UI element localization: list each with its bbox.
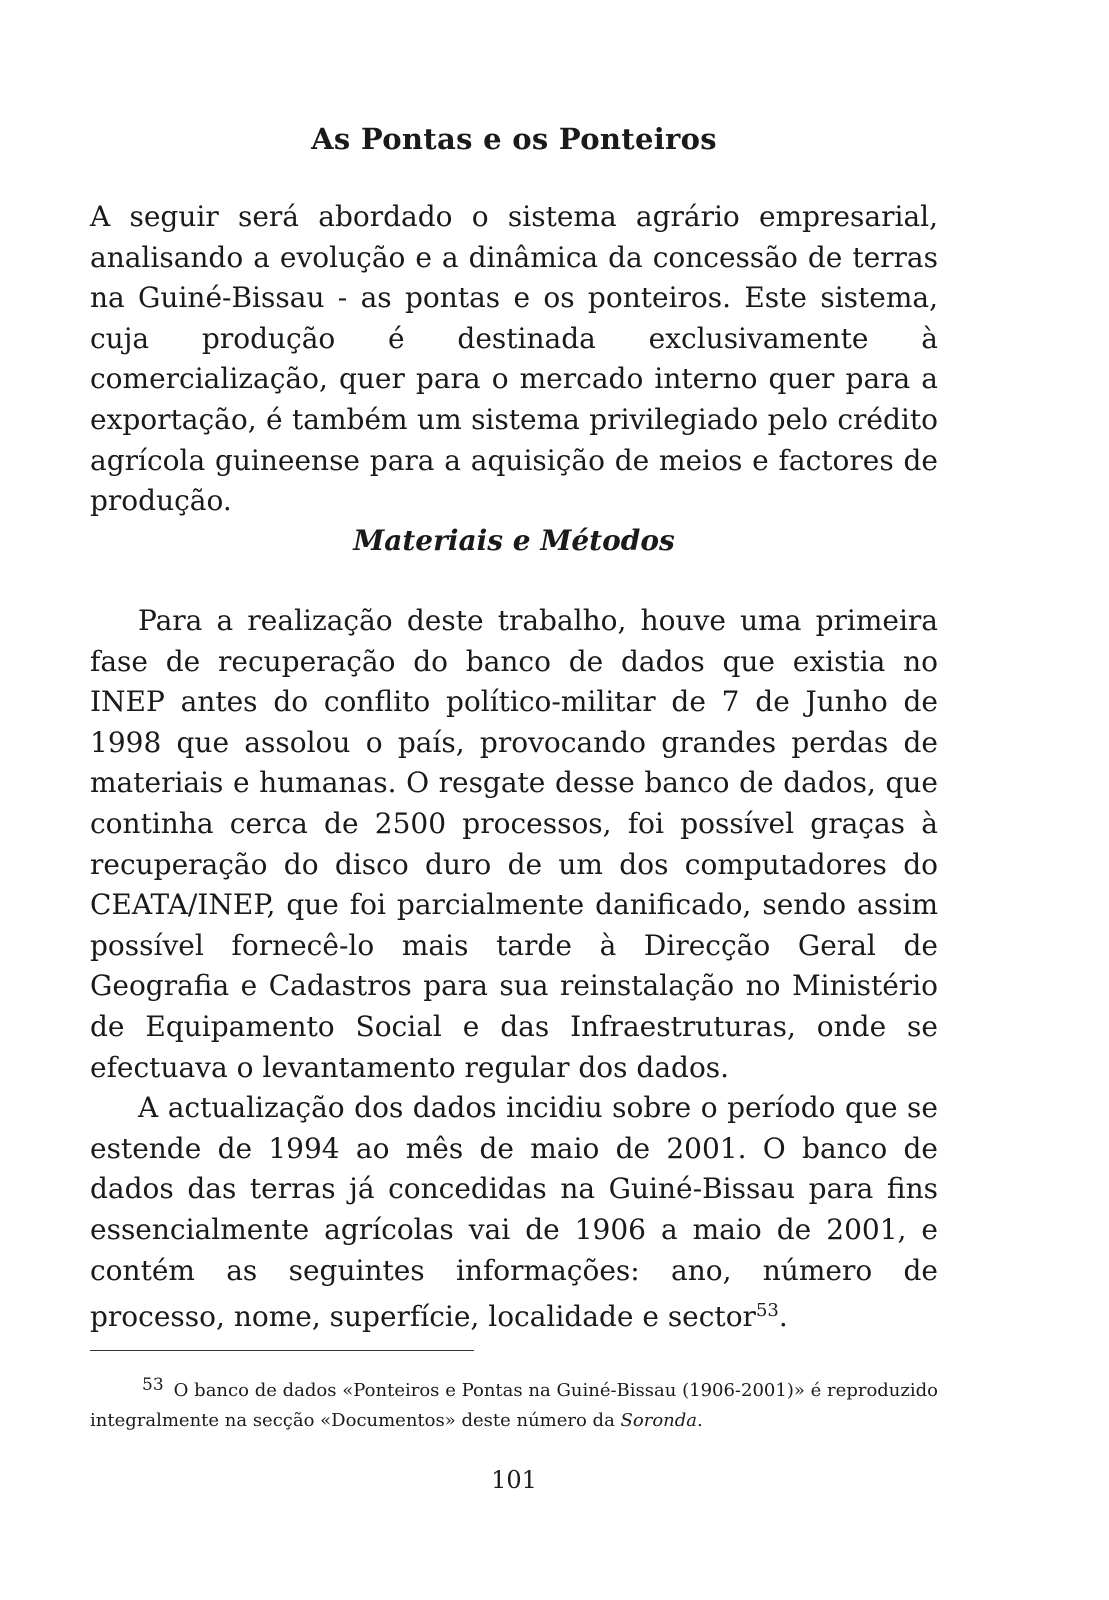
footnote-reference[interactable]: 53 (755, 1300, 779, 1322)
methods-paragraph-2: A actualização dos dados incidiu sobre o período que se estende de 1994 ao mês de maio de 2001. O banco de dados das terras já concedidas na Guiné-Bissau para fins essencialmente agrícolas vai de 1906 a maio de 2001, e contém as seguintes informações: ano, número de processo, nome, superfície, localidade e sector$^{53}$. (90, 1091, 938, 1334)
footnote-end: . (697, 1410, 703, 1431)
section-heading: Materiais e Métodos (353, 524, 675, 557)
document-page (90, 0, 938, 1600)
footnote-text: O banco de dados «Ponteiros e Pontas na Guiné-Bissau (1906-2001)» é reproduzido integralmente na secção «Documentos» deste número da (90, 1380, 938, 1431)
footnote (90, 1370, 938, 1436)
page-number: 101 (491, 1466, 537, 1494)
footnote-number: 53 (142, 1375, 164, 1395)
methods-section (90, 601, 938, 1338)
footnote-journal: Soronda (620, 1410, 698, 1431)
intro-section (90, 197, 938, 522)
intro-paragraph: A seguir será abordado o sistema agrário empresarial, analisando a evolução e a dinâmica da concessão de terras na Guiné-Bissau - as pontas e os ponteiros. Este sistema, cuja produção é destinada exclusivamente à comercialização, quer para o mercado interno quer para a exportação, é também um sistema privilegiado pelo crédito agrícola guineense para a aquisição de meios e factores de produção. (90, 200, 938, 518)
page-title: As Pontas e os Ponteiros (311, 122, 717, 156)
methods-paragraph-2-text: A actualização dos dados incidiu sobre o período que se estende de 1994 ao mês de maio de 2001. O banco de dados das terras já concedidas na Guiné-Bissau para fins essencialmente agrícolas vai de 1906 a maio de 2001, e contém as seguintes informações: ano, número de processo, nome, superfície, localidade e sector (90, 1091, 938, 1334)
methods-paragraph-1: Para a realização deste trabalho, houve uma primeira fase de recuperação do banco de dados que existia no INEP antes do conflito político-militar de 7 de Junho de 1998 que assolou o país, provocando grandes perdas de materiais e humanas. O resgate desse banco de dados, que continha cerca de 2500 processos, foi possível graças à recuperação do disco duro de um dos computadores do CEATA/INEP, que foi parcialmente danificado, sendo assim possível fornecê-lo mais tarde à Direcção Geral de Geografia e Cadastros para sua reinstalação no Ministério de Equipamento Social e das Infraestruturas, onde se efectuava o levantamento regular dos dados. (90, 604, 938, 1084)
footnote-divider (90, 1350, 474, 1351)
